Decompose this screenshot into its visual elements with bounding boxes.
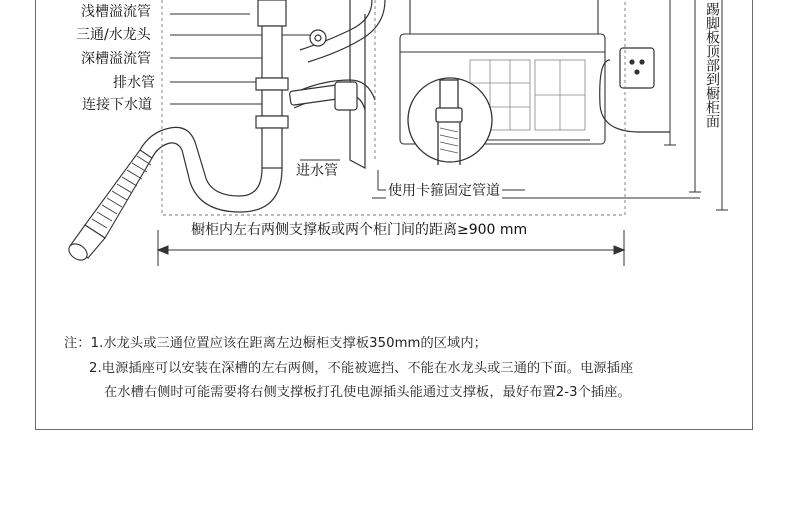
note-line-1: 注：1.水龙头或三通位置应该在距离左边橱柜支撑板350mm的区域内； (64, 336, 487, 351)
label-deep-overflow: 深槽溢流管 (81, 51, 151, 67)
note-line-2: 2.电源插座可以安装在深槽的左右两侧，不能被遮挡、不能在水龙头或三通的下面。电源插座 (89, 361, 634, 376)
label-distance: 橱柜内左右两侧支撑板或两个柜门间的距离≥900 mm (191, 222, 528, 238)
label-to-sewer: 连接下水道 (82, 97, 152, 113)
label-vertical-height: 踢脚板顶部到橱柜面 (704, 2, 720, 128)
tee-valve (310, 30, 326, 46)
label-drain: 排水管 (113, 75, 155, 91)
note-line-3: 在水槽右侧时可能需要将右侧支撑板打孔使电源插头能通过支撑板，最好布置2-3个插座。 (104, 385, 631, 400)
u-bend (196, 145, 262, 196)
label-shallow-overflow: 浅槽溢流管 (81, 4, 151, 20)
drain-pipe (256, 0, 288, 168)
corrugated-hose (66, 150, 152, 263)
power-socket (600, 48, 670, 132)
label-clamp: 使用卡箍固定管道 (388, 183, 500, 199)
zoom-inset (408, 78, 492, 165)
label-inlet: 进水管 (296, 163, 338, 179)
label-tee-faucet: 三通/水龙头 (76, 27, 151, 43)
